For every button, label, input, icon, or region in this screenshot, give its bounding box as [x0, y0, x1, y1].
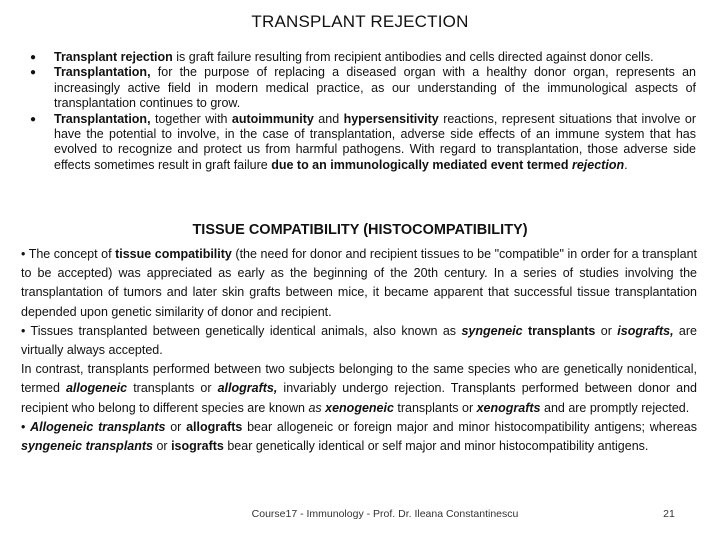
paragraph: • The concept of tissue compatibility (the need for donor and recipient tissues to be "compatible" in order for a transplant to be accepted) was appreciated as early as the beginning of the 20th century. In a series of studies involving the transplantation of tumors and later skin grafts between mice, it became apparent that successful tissue transplantation depended upon genetic similarity of donor and recipient. [21, 247, 697, 319]
bullet-item [24, 112, 696, 174]
bullet-dot-icon: ● [30, 52, 37, 63]
section-subtitle: TISSUE COMPATIBILITY (HISTOCOMPATIBILITY) [192, 222, 528, 238]
bullet-text: Transplantation, for the purpose of replacing a diseased organ with a healthy donor organ, represents an increasingly active field in modern medical practice, as our understanding of the immunological aspects of transplantation continues to grow. [54, 65, 696, 111]
bullet-item [24, 65, 696, 111]
page-number: 21 [663, 508, 675, 520]
slide-title: TRANSPLANT REJECTION [251, 12, 469, 31]
bullet-item [24, 50, 696, 65]
paragraph: • Tissues transplanted between genetically identical animals, also known as syngeneic transplants or isografts, are virtually always accepted. [21, 323, 698, 358]
bullet-text: Transplant rejection is graft failure resulting from recipient antibodies and cells directed against donor cells. [54, 50, 654, 64]
body-text [21, 245, 697, 456]
footer-text: Course17 - Immunology - Prof. Dr. Ileana Constantinescu [251, 508, 519, 520]
paragraph: In contrast, transplants performed between two subjects belonging to the same species who are genetically nonidentical, termed allogeneic transplants or allografts, invariably undergo rejection. Transplants performed between donor and recipient who belong to different species are known as xenogeneic transplants or xenografts and are promptly rejected. [21, 362, 697, 415]
paragraph: • Allogeneic transplants or allografts bear allogeneic or foreign major and minor histocompatibility antigens; whereas syngeneic transplants or isografts bear genetically identical or self major and minor histocompatibility antigens. [21, 419, 698, 454]
bullet-text: Transplantation, together with autoimmunity and hypersensitivity reactions, represent situations that involve or have the potential to involve, in the case of transplantation, adverse side effects of an immune system that has evolved to recognize and protect us from harmful pathogens. With regard to transplantation, those adverse side effects sometimes result in graft failure due to an immunologically mediated event termed rejection. [54, 111, 696, 172]
bullet-dot-icon: ● [30, 67, 37, 79]
bullet-list [24, 50, 696, 173]
bullet-dot-icon: ● [30, 113, 37, 125]
